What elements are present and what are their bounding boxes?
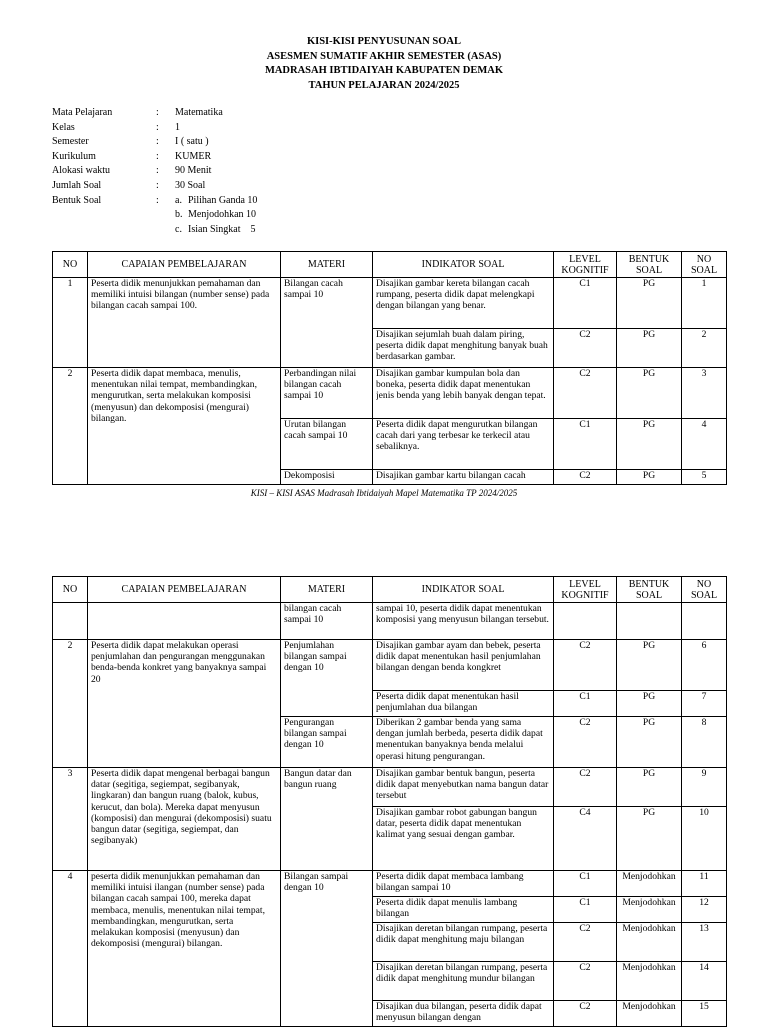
indikator-text: Disajikan gambar robot gabungan bangun datar, peserta didik dapat menentukan kalimat yang sesuai dengan gambar. [373, 807, 554, 871]
level-cell: C1 [554, 278, 617, 329]
level-cell: C2 [554, 923, 617, 962]
info-value: KUMER [175, 150, 212, 162]
indikator-cell: Disajikan gambar kereta bilangan cacah rumpang, peserta didik dapat melengkapi dengan bilangan yang benar. [376, 278, 535, 312]
level-cell: C1 [554, 419, 617, 470]
col-bentuk-line-1: BENTUK [628, 578, 670, 590]
list-marker: a. [175, 194, 182, 206]
info-value: Matematika [175, 107, 223, 118]
bentuk-soal-list [175, 194, 257, 238]
materi-text: Bangun datar dan bangun ruang [281, 768, 373, 871]
indikator-text [373, 717, 554, 768]
row-number: 1 [53, 278, 88, 368]
level-cell: C2 [554, 640, 617, 691]
capaian-text: peserta didik menunjukkan pemahaman dan memiliki intuisi ilangan (number sense) pada bilangan cacah sampai 100, mereka dapat membaca, menulis, menentukan nilai tempat, membandingkan, mengurutkan, serta melakukan komposisi (menyusun) dan dekomposisi (mengurai) bilangan. [88, 871, 281, 1027]
indikator-text: sampai 10, peserta didik dapat menentukan komposisi yang menyusun bilangan tersebut. [373, 603, 554, 640]
indikator-text [373, 1001, 554, 1027]
no-soal-cell: 2 [682, 329, 727, 368]
col-level [554, 252, 617, 278]
col-level-line-1: LEVEL [569, 253, 601, 265]
empty-cell [554, 603, 617, 640]
no-soal-cell: 11 [682, 871, 727, 897]
indikator-cell: Disajikan deretan bilangan rumpang, peserta didik dapat menghitung maju bilangan [376, 923, 548, 946]
indikator-cell: Peserta didik dapat menentukan hasil penjumlahan dua bilangan [376, 691, 519, 714]
col-level-line-2: KOGNITIF [561, 589, 609, 601]
col-bentuk-line-2: SOAL [635, 589, 663, 601]
no-soal-cell: 15 [682, 1001, 727, 1027]
indikator-text: Disajikan gambar kartu bilangan cacah [373, 470, 554, 485]
document-title [0, 35, 768, 93]
table-row [53, 278, 727, 329]
bentuk-cell: Menjodohkan [617, 923, 682, 962]
empty-cell [88, 603, 281, 640]
info-label: Kurikulum [52, 150, 96, 162]
capaian-text: Peserta didik menunjukkan pemahaman dan memiliki intuisi bilangan (number sense) pada bilangan cacah sampai 100. [88, 278, 281, 368]
indikator-cell: Disajikan deretan bilangan rumpang, peserta didik dapat menghitung mundur bilangan [376, 962, 548, 985]
indikator-text [373, 923, 554, 962]
materi-text: Urutan bilangan cacah sampai 10 [281, 419, 373, 470]
col-no: NO [53, 252, 88, 278]
list-item [175, 194, 257, 209]
bentuk-cell: PG [617, 329, 682, 368]
indikator-text [373, 962, 554, 1001]
col-level [554, 577, 617, 603]
no-soal-cell: 12 [682, 897, 727, 923]
col-no-soal-line-2: SOAL [690, 589, 718, 601]
level-cell: C1 [554, 691, 617, 717]
level-cell: C1 [554, 871, 617, 897]
col-bentuk-line-2: SOAL [635, 264, 663, 276]
info-row [52, 135, 223, 150]
indikator-cell: Disajikan sejumlah buah dalam piring, peserta didik dapat menghitung banyak buah berdasarkan gambar. [376, 329, 548, 363]
col-indikator: INDIKATOR SOAL [373, 252, 554, 278]
info-label: Mata Pelajaran [52, 107, 113, 118]
indikator-text [373, 768, 554, 807]
info-colon: : [156, 107, 159, 118]
bentuk-cell: PG [617, 768, 682, 807]
bentuk-cell: PG [617, 470, 682, 485]
info-colon: : [156, 150, 159, 162]
col-level-line-2: KOGNITIF [561, 264, 609, 276]
col-no-soal [682, 577, 727, 603]
level-cell: C2 [554, 329, 617, 368]
capaian-text: Peserta didik dapat membaca, menulis, menentukan nilai tempat, membandingkan, mengurutkan, serta melakukan komposisi (menyusun) dan dekomposisi (mengurai) bilangan. [88, 368, 281, 485]
indikator-cell: Disajikan gambar kumpulan bola dan boneka, peserta didik dapat menentukan jenis benda yang lebih banyak dengan tepat. [376, 368, 546, 402]
col-no: NO [53, 577, 88, 603]
info-label: Alokasi waktu [52, 165, 111, 177]
col-materi: MATERI [281, 577, 373, 603]
col-materi: MATERI [281, 252, 373, 278]
bentuk-cell: PG [617, 640, 682, 691]
list-marker: b. [175, 209, 183, 221]
indikator-text [373, 897, 554, 923]
indikator-cell: Peserta didik dapat menulis lambang bilangan [376, 897, 518, 920]
info-colon: : [156, 121, 159, 133]
materi-text: Dekomposisi [281, 470, 373, 485]
level-cell: C2 [554, 470, 617, 485]
list-text: Pilihan Ganda 10 [188, 194, 258, 206]
capaian-cell: Peserta didik dapat mengenal berbagai bangun datar (segitiga, segiempat, segibanyak, lingkaran) dan bangun ruang (balok, kubus, kerucut, dan bola). Mereka dapat menyusun (komposisi) dan mengurai (dekomposisi) suatu bangun datar (segitiga, segiempat, dan segibanyak) [91, 768, 272, 847]
no-soal-cell: 5 [682, 470, 727, 485]
level-cell: C2 [554, 368, 617, 419]
info-value: I ( satu ) [175, 136, 209, 148]
level-cell: C2 [554, 962, 617, 1001]
row-number: 4 [53, 871, 88, 1027]
level-cell: C2 [554, 768, 617, 807]
col-indikator: INDIKATOR SOAL [373, 577, 554, 603]
info-label: Semester [52, 136, 89, 148]
empty-cell [617, 603, 682, 640]
col-bentuk [617, 252, 682, 278]
level-cell: C2 [554, 1001, 617, 1027]
col-capaian: CAPAIAN PEMBELAJARAN [88, 577, 281, 603]
bentuk-cell: Menjodohkan [617, 962, 682, 1001]
row-number: 2 [53, 368, 88, 485]
level-cell: C1 [554, 897, 617, 923]
row-number: 2 [53, 640, 88, 768]
indikator-text [373, 419, 554, 470]
indikator-text [373, 329, 554, 368]
indikator-cell: Disajikan gambar bentuk bangun, peserta didik dapat menyebutkan nama bangun datar tersebut [376, 768, 549, 802]
no-soal-cell: 7 [682, 691, 727, 717]
indikator-text [373, 278, 554, 329]
materi-text: Perbandingan nilai bilangan cacah sampai 10 [281, 368, 373, 419]
bentuk-cell: PG [617, 691, 682, 717]
bentuk-cell: PG [617, 368, 682, 419]
no-soal-cell: 1 [682, 278, 727, 329]
materi-text: Bilangan cacah sampai 10 [281, 278, 373, 368]
table-row [53, 603, 727, 640]
no-soal-cell: 4 [682, 419, 727, 470]
info-label: Jumlah Soal [52, 179, 102, 191]
indikator-cell: Disajikan gambar ayam dan bebek, peserta didik dapat menentukan hasil penjumlahan bilangan dengan benda kongkret [376, 640, 541, 674]
table-row [53, 768, 727, 807]
indikator-cell: Diberikan 2 gambar benda yang sama dengan jumlah berbeda, peserta didik dapat menentukan banyaknya benda melalui operasi hitung pengurangan. [376, 717, 543, 762]
capaian-text [88, 768, 281, 871]
col-no-soal-line-2: SOAL [690, 264, 718, 276]
bentuk-cell: Menjodohkan [617, 1001, 682, 1027]
bentuk-cell: Menjodohkan [617, 871, 682, 897]
list-item [175, 208, 257, 223]
info-value: 90 Menit [175, 165, 212, 177]
no-soal-cell: 8 [682, 717, 727, 768]
title-line-4: TAHUN PELAJARAN 2024/2025 [308, 79, 460, 91]
empty-cell [53, 603, 88, 640]
materi-text: bilangan cacah sampai 10 [281, 603, 373, 640]
info-label: Kelas [52, 121, 75, 133]
info-colon: : [156, 165, 159, 177]
empty-cell [682, 603, 727, 640]
info-row [52, 164, 223, 179]
info-colon: : [156, 136, 159, 148]
table-row [53, 640, 727, 691]
info-value: 30 Soal [175, 179, 206, 191]
materi-text: Penjumlahan bilangan sampai dengan 10 [281, 640, 373, 717]
bentuk-cell: PG [617, 717, 682, 768]
table-row [53, 368, 727, 419]
col-level-line-1: LEVEL [569, 578, 601, 590]
table-header-row [53, 252, 727, 278]
indikator-text [373, 368, 554, 419]
no-soal-cell: 6 [682, 640, 727, 691]
indikator-cell: Disajikan dua bilangan, peserta didik dapat menyusun bilangan dengan [376, 1001, 542, 1024]
level-cell: C4 [554, 807, 617, 871]
no-soal-cell: 9 [682, 768, 727, 807]
no-soal-cell: 3 [682, 368, 727, 419]
row-number: 3 [53, 768, 88, 871]
col-no-soal-line-1: NO [696, 578, 712, 590]
title-line-3: MADRASAH IBTIDAIYAH KABUPATEN DEMAK [264, 65, 504, 76]
info-row [52, 121, 223, 136]
indikator-cell: Peserta didik dapat membaca lambang bilangan sampai 10 [376, 871, 524, 894]
title-line-2: ASESMEN SUMATIF AKHIR SEMESTER (ASAS) [266, 50, 502, 62]
info-colon: : [156, 179, 159, 191]
indikator-cell: Peserta didik dapat mengurutkan bilangan cacah dari yang terbesar ke terkecil atau sebaliknya. [376, 419, 538, 453]
kisi-table-1 [52, 251, 727, 485]
bentuk-cell: PG [617, 278, 682, 329]
col-no-soal [682, 252, 727, 278]
bentuk-cell: PG [617, 807, 682, 871]
list-item [175, 223, 257, 238]
list-marker: c. [175, 223, 182, 235]
page-footer: KISI – KISI ASAS Madrasah Ibtidaiyah Mapel Matematika TP 2024/2025 [250, 488, 518, 498]
materi-text: Bilangan sampai dengan 10 [281, 871, 373, 1027]
col-bentuk [617, 577, 682, 603]
no-soal-cell: 13 [682, 923, 727, 962]
list-text: Menjodohkan 10 [188, 209, 257, 221]
col-capaian: CAPAIAN PEMBELAJARAN [88, 252, 281, 278]
bentuk-cell: Menjodohkan [617, 897, 682, 923]
materi-text: Pengurangan bilangan sampai dengan 10 [281, 717, 373, 768]
info-row [52, 150, 223, 165]
indikator-text [373, 691, 554, 717]
col-no-soal-line-1: NO [696, 253, 712, 265]
info-value: 1 [175, 121, 180, 133]
col-bentuk-line-1: BENTUK [628, 253, 670, 265]
indikator-text [373, 640, 554, 691]
kisi-table-2 [52, 576, 727, 1027]
info-row [52, 179, 223, 194]
indikator-text [373, 871, 554, 897]
no-soal-cell: 14 [682, 962, 727, 1001]
capaian-text: Peserta didik dapat melakukan operasi penjumlahan dan pengurangan menggunakan benda-benda konkret yang banyaknya sampai 20 [88, 640, 281, 768]
info-label: Bentuk Soal [52, 194, 102, 206]
info-row [52, 106, 223, 121]
table-header-row [53, 577, 727, 603]
no-soal-cell: 10 [682, 807, 727, 871]
info-colon: : [156, 194, 159, 206]
table-row [53, 871, 727, 897]
level-cell: C2 [554, 717, 617, 768]
list-text: Isian Singkat 5 [188, 223, 256, 235]
bentuk-cell: PG [617, 419, 682, 470]
title-line-1: KISI-KISI PENYUSUNAN SOAL [306, 36, 462, 47]
